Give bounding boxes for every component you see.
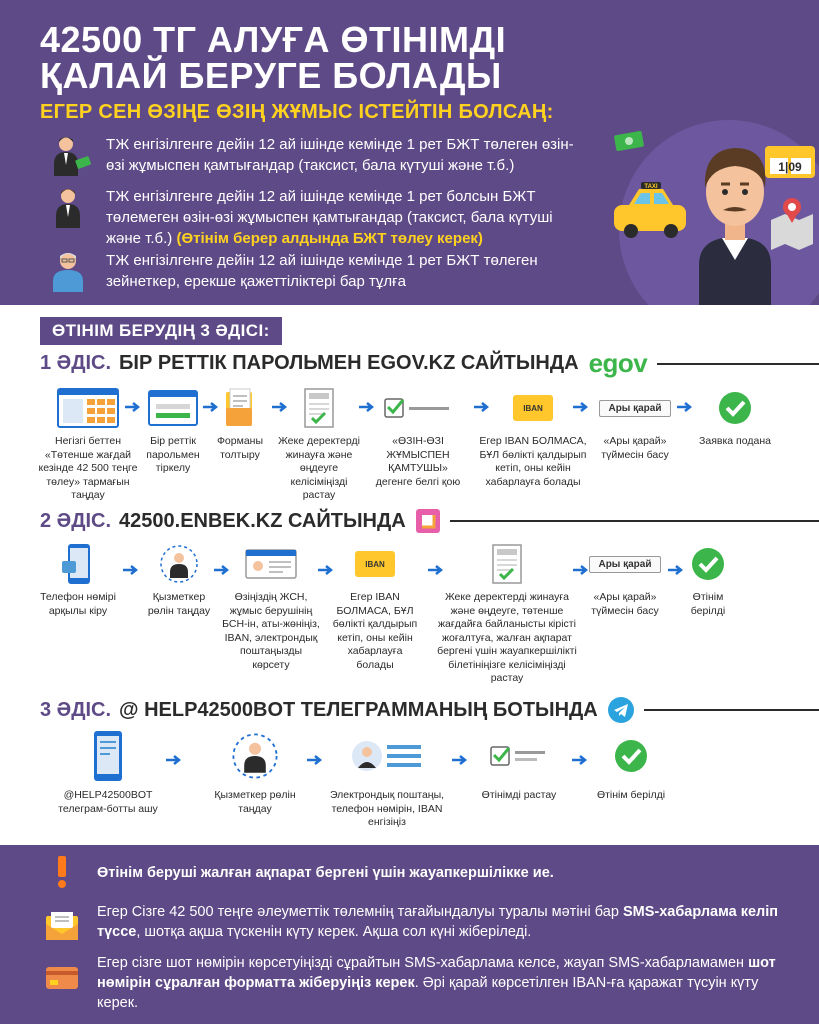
arrow-icon <box>123 565 139 575</box>
eligibility-text-2 <box>106 186 576 249</box>
m2-step-2 <box>142 543 216 618</box>
m2-step-7 <box>678 543 738 618</box>
checkbox-icon <box>383 396 453 420</box>
method-2-title: 42500.ENBEK.KZ САЙТЫНДА <box>119 509 406 532</box>
account-notice-text-part-1: Егер сізге шот нөмірін көрсетуіңізді сұрайтын SMS-хабарлама келсе, жауап SMS-хабарламамен <box>97 955 749 971</box>
m1-step-1 <box>38 387 138 503</box>
m1-step-7 <box>592 387 678 462</box>
eligibility-text-2-note: (Өтінім берер алдында БЖТ төлеу керек) <box>176 230 483 247</box>
profile-form-icon <box>351 738 423 774</box>
success-check-icon <box>718 391 752 425</box>
egov-logo: egov <box>588 348 648 378</box>
method-1-heading <box>40 348 819 379</box>
arrow-icon <box>307 755 323 765</box>
form-folder-icon <box>224 388 256 428</box>
m2-step-1-label: Телефон нөмірі арқылы кіру <box>40 591 116 617</box>
method-3-heading <box>40 697 819 723</box>
taxi-driver-illustration <box>589 110 819 305</box>
arrow-icon <box>677 402 693 412</box>
m1-step-2 <box>142 387 204 476</box>
eligibility-row-3 <box>48 250 576 294</box>
sms-notice-text-bold: SMS-хабарлама келіп түссе <box>97 904 779 940</box>
success-check-icon <box>691 547 725 581</box>
iban-card-icon: IBAN <box>355 551 395 577</box>
m1-step-5-label: «ӨЗІН-ӨЗІ ЖҰМЫСПЕН ҚАМТУШЫ» дегенге белгі қою <box>375 435 461 488</box>
account-notice-text-part-2: . Әрі қарай көрсетілген IBAN-ға қаражат түсуін күту керек. <box>97 975 759 1011</box>
m2-step-3 <box>222 543 320 672</box>
phone-icon <box>93 730 123 782</box>
eligibility-text-1: ТЖ енгізілгенге дейін 12 ай ішінде кемінде 1 рет БЖТ төлеген өзін-өзі жұмыспен қамтығандар (таксист, бала күтуші және т.б.) <box>106 136 574 174</box>
arrow-icon <box>573 402 589 412</box>
m2-step-7-label: Өтінім берілді <box>690 591 726 617</box>
page-title: 42500 ТГ АЛУҒА ӨТІНІМДІ ҚАЛАЙ БЕРУГЕ БОЛАДЫ <box>40 19 507 96</box>
m1-step-8-label: Заявка подана <box>699 435 771 447</box>
pensioner-icon <box>48 250 92 294</box>
m3-step-5 <box>586 729 676 803</box>
sms-notice-text-part-2: , шотқа ақша түскенін күту керек. Ақша сол күні жіберіледі. <box>136 924 532 940</box>
m1-step-4 <box>276 387 362 503</box>
m2-step-6-label: «Ары қарай» түймесін басу <box>591 591 659 617</box>
document-check-icon <box>492 544 522 584</box>
iban-card-icon: IBAN <box>513 395 553 421</box>
methods-panel <box>0 305 819 845</box>
eligibility-text-2-main: ТЖ енгізілгенге дейін 12 ай ішінде кемінде 1 рет болсын БЖТ төлемеген өзін-өзі жұмыспен қамтығандар (таксист, бала күтуші және т.б.) <box>106 188 553 247</box>
id-card-icon <box>245 549 297 579</box>
page-subtitle: ЕГЕР СЕН ӨЗІҢЕ ӨЗІҢ ЖҰМЫС ІСТЕЙТІН БОЛСАҢ: <box>40 101 554 123</box>
m1-step-6-label: Егер IBAN БОЛМАСА, БҰЛ бөлікті қалдырып кетіп, оны кейін хабарлауға болады <box>479 435 587 488</box>
password-screen-icon <box>148 390 198 426</box>
worker-money-icon <box>48 134 92 178</box>
m1-step-5 <box>373 387 463 489</box>
method-1-number: 1 ӘДІС. <box>40 352 112 374</box>
m2-step-5-label: Жеке деректерді жинауға және өңдеуге, төтенше жағдайға байланысты кірісті жоғалтуға, жалған ақпарат бергені үшін жауапкершілікті білетініңізге келісіміңізді растау <box>437 591 577 684</box>
sms-notice-row <box>45 902 797 944</box>
warning-text: Өтінім беруші жалған ақпарат бергені үшін жауапкершілікке ие. <box>97 865 554 881</box>
m1-step-4-label: Жеке деректерді жинауға және өңдеуге келісіміңізді растау <box>278 435 360 501</box>
exclamation-icon <box>55 856 69 888</box>
m1-step-1-label: Негізгі беттен «Төтенше жағдай кезінде 42 500 теңге төлеу» тармағын таңдау <box>38 435 138 501</box>
bank-card-icon <box>45 966 79 990</box>
website-page-icon <box>57 388 119 428</box>
m2-step-1 <box>38 543 118 618</box>
m3-step-3-label: Электрондық поштаңы, телефон нөмірін, IBAN енгізіңіз <box>329 789 445 828</box>
arrow-icon <box>166 755 182 765</box>
telegram-logo-icon <box>608 697 634 723</box>
method-3-title: @ HELP42500BOT ТЕЛЕГРАММАНЫҢ БОТЫНДА <box>119 698 598 721</box>
m1-step-8 <box>694 387 776 449</box>
method-3-number: 3 ӘДІС. <box>40 698 112 721</box>
footer-section <box>0 845 819 1024</box>
warning-row <box>45 855 797 889</box>
sms-notice-text-part-1: Егер Сізге 42 500 теңге әлеуметтік төлемнің тағайындалуы туралы мәтіні бар <box>97 904 623 920</box>
arrow-icon <box>125 402 141 412</box>
envelope-icon <box>45 912 79 942</box>
account-notice-text <box>97 953 797 1013</box>
method-1-title: БІР РЕТТІК ПАРОЛЬМЕН EGOV.KZ САЙТЫНДА <box>119 352 579 374</box>
methods-heading: ӨТІНІМ БЕРУДІҢ 3 ӘДІСІ: <box>40 317 282 345</box>
next-button[interactable]: Ары қарай <box>599 400 670 417</box>
method-2-heading <box>40 509 819 533</box>
arrow-icon <box>452 755 468 765</box>
m2-step-5 <box>432 543 582 686</box>
confirm-checkbox-icon <box>489 742 549 770</box>
employee-role-icon <box>231 732 279 780</box>
meter-counter-text: 1|09 <box>778 160 802 174</box>
eligibility-row-1 <box>48 134 576 178</box>
m1-step-3 <box>210 387 270 462</box>
next-button[interactable]: Ары қарай <box>589 556 660 573</box>
m2-step-2-label: Қызметкер рөлін таңдау <box>147 591 211 617</box>
m3-step-3 <box>322 729 452 830</box>
m1-step-7-label: «Ары қарай» түймесін басу <box>601 435 669 461</box>
document-check-icon <box>304 388 334 428</box>
account-notice-text-bold: шот нөмірін сұралған форматта жіберуіңіз керек <box>97 955 776 991</box>
m2-step-4-label: Егер IBAN БОЛМАСА, БҰЛ бөлікті қалдырып кетіп, оны кейін хабарлауға болады <box>332 591 418 671</box>
header-section <box>0 0 819 305</box>
method-3-divider <box>644 709 819 711</box>
phone-icon <box>60 543 96 585</box>
m2-step-3-label: Өзіңіздің ЖСН, жұмыс берушінің БСН-ін, аты-жөніңіз, IBAN, электрондық поштаңызды көрсету <box>222 591 320 671</box>
m3-step-4-label: Өтінімді растау <box>481 789 557 801</box>
m2-step-4 <box>330 543 420 672</box>
taxi-sign-label: TAXI <box>644 184 658 190</box>
m1-step-3-label: Форманы толтыру <box>216 435 264 461</box>
account-notice-row <box>45 953 797 1013</box>
m3-step-4 <box>474 729 564 803</box>
m3-step-1 <box>48 729 168 816</box>
worker-icon <box>48 186 92 230</box>
eligibility-row-2 <box>48 186 576 249</box>
method-2-number: 2 ӘДІС. <box>40 509 112 532</box>
method-1-divider <box>657 363 819 365</box>
enbek-logo-icon <box>416 509 440 533</box>
m3-step-1-label: @HELP42500BOT телеграм-ботты ашу <box>58 789 158 815</box>
m3-step-2-label: Қызметкер рөлін таңдау <box>214 789 296 815</box>
m1-step-2-label: Бір реттік парольмен тіркелу <box>146 435 200 474</box>
m1-step-6 <box>478 387 588 489</box>
m3-step-2 <box>200 729 310 816</box>
success-check-icon <box>614 739 648 773</box>
sms-notice-text <box>97 902 797 942</box>
m2-step-6 <box>582 543 668 618</box>
m3-step-5-label: Өтінім берілді <box>596 789 666 801</box>
method-2-divider <box>450 520 819 522</box>
employee-role-icon <box>159 544 199 584</box>
eligibility-text-3: ТЖ енгізілгенге дейін 12 ай ішінде кемінде 1 рет БЖТ төлеген зейнеткер, ерекше қажеттіліктері бар тұлға <box>106 252 538 290</box>
